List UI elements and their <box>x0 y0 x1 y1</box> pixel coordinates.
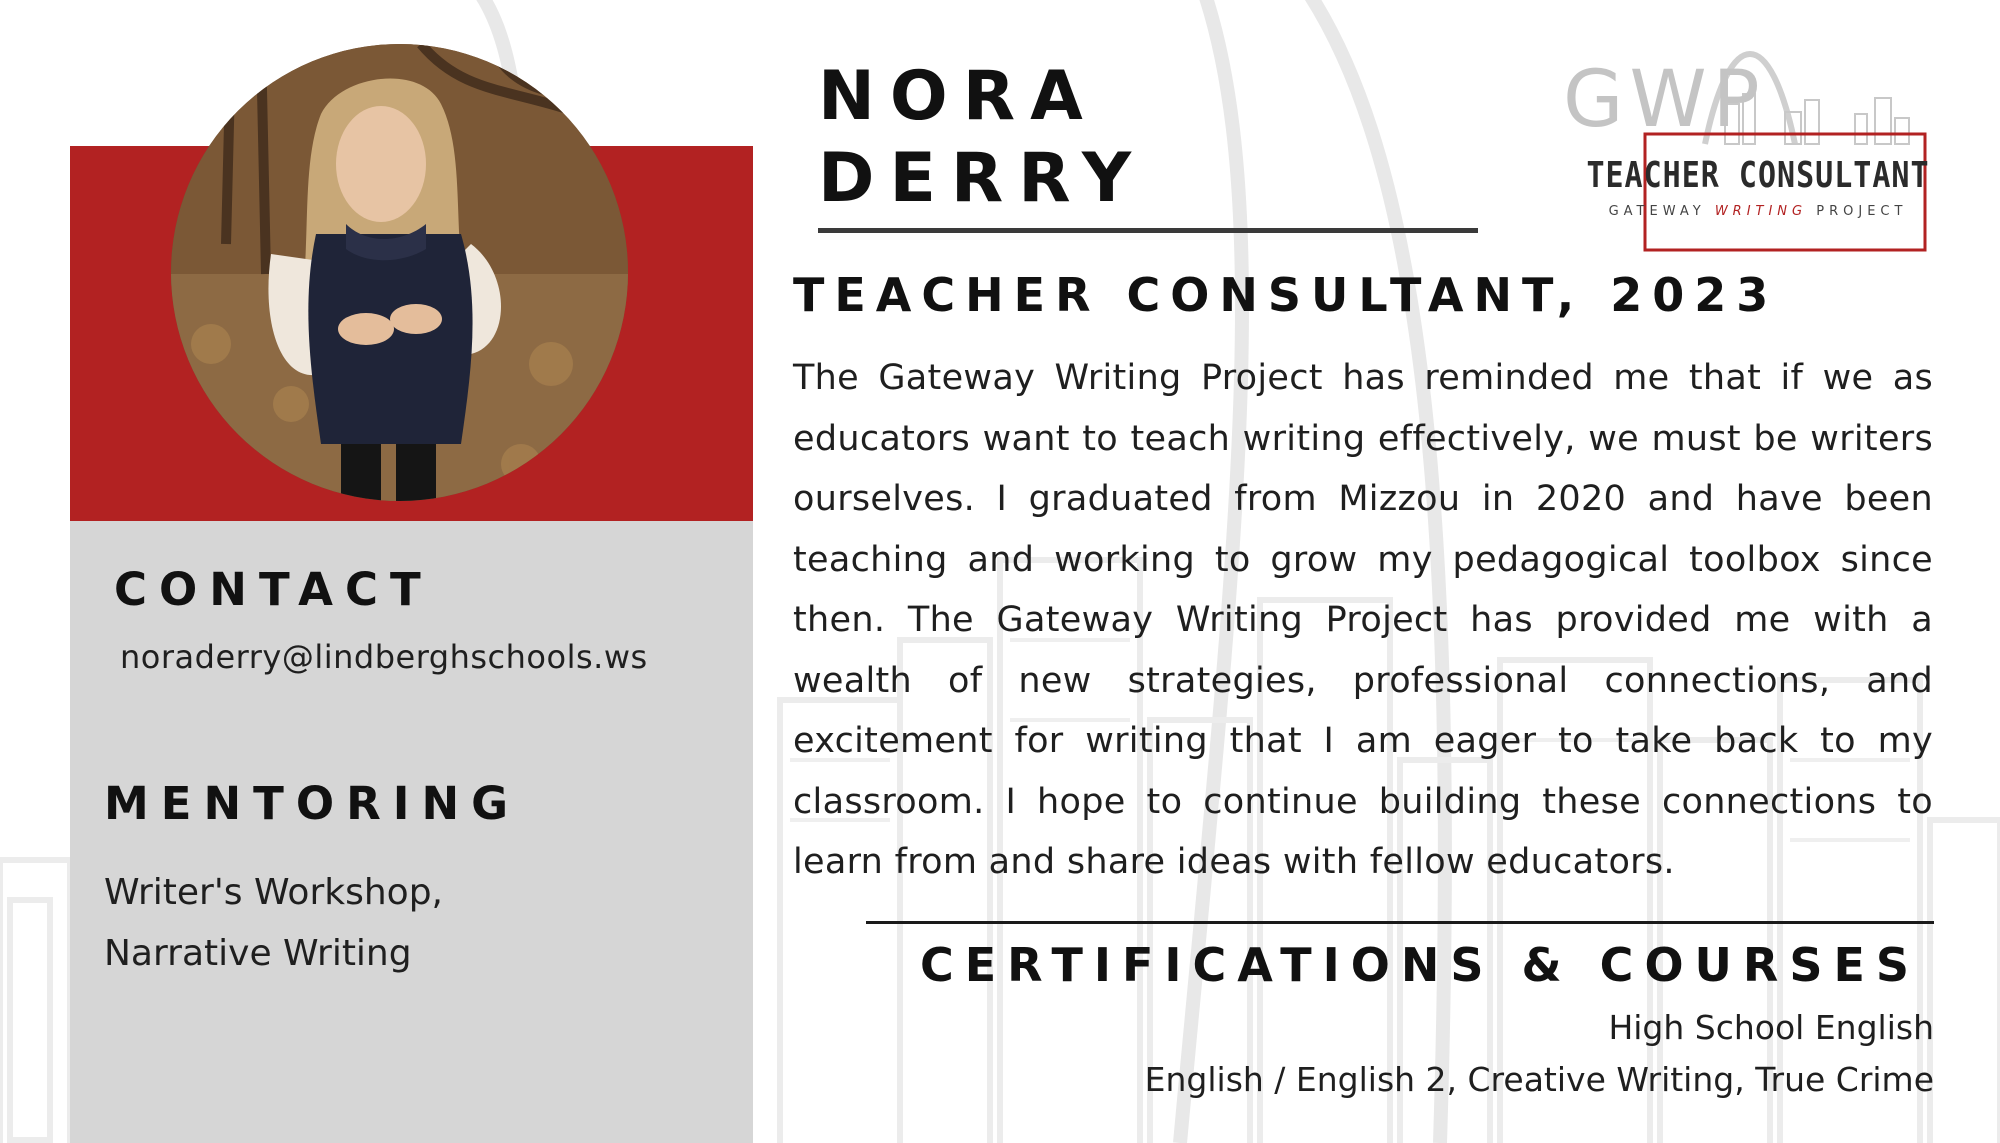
name-divider <box>818 228 1478 233</box>
mentoring-list <box>104 862 443 984</box>
logo-subtitle-suffix: PROJECT <box>1816 204 1908 219</box>
logo-subtitle-accent: WRITING <box>1714 204 1808 219</box>
role-heading: TEACHER CONSULTANT, 2023 <box>793 268 1779 322</box>
mentoring-item: Writer's Workshop, <box>104 872 443 913</box>
mentoring-heading: MENTORING <box>104 777 521 830</box>
logo-letters: GWP <box>1563 55 1766 145</box>
bio-paragraph: The Gateway Writing Project has reminded me that if we as educators want to teach writing effectively, we must be writers ourselves. I graduated from Mizzou in 2020 and have been teaching and working to grow my pedagogical toolbox since then. The Gateway Writing Project has provided me with a wealth of new strategies, professional connections, and excitement for writing that I am eager to take back to my classroom. I hope to continue building these connections to learn from and share ideas with fellow educators. <box>793 358 1933 882</box>
mentoring-item: Narrative Writing <box>104 933 412 974</box>
gwp-logo <box>1555 34 1945 256</box>
contact-email[interactable]: noraderry@lindberghschools.ws <box>120 638 648 676</box>
portrait-photo <box>171 44 628 501</box>
certification-item: High School English <box>1608 1008 1934 1047</box>
certifications-divider <box>866 921 1934 924</box>
logo-title: TEACHER CONSULTANT <box>1586 154 1930 197</box>
course-list: English / English 2, Creative Writing, True Crime <box>1144 1060 1934 1099</box>
logo-subtitle <box>1575 204 1941 219</box>
certifications-heading: CERTIFICATIONS & COURSES <box>919 938 1920 992</box>
logo-subtitle-prefix: GATEWAY <box>1608 204 1706 219</box>
contact-heading: CONTACT <box>114 563 433 616</box>
page-title <box>818 56 1146 220</box>
name-first: NORA <box>818 57 1098 136</box>
name-last: DERRY <box>818 139 1147 218</box>
